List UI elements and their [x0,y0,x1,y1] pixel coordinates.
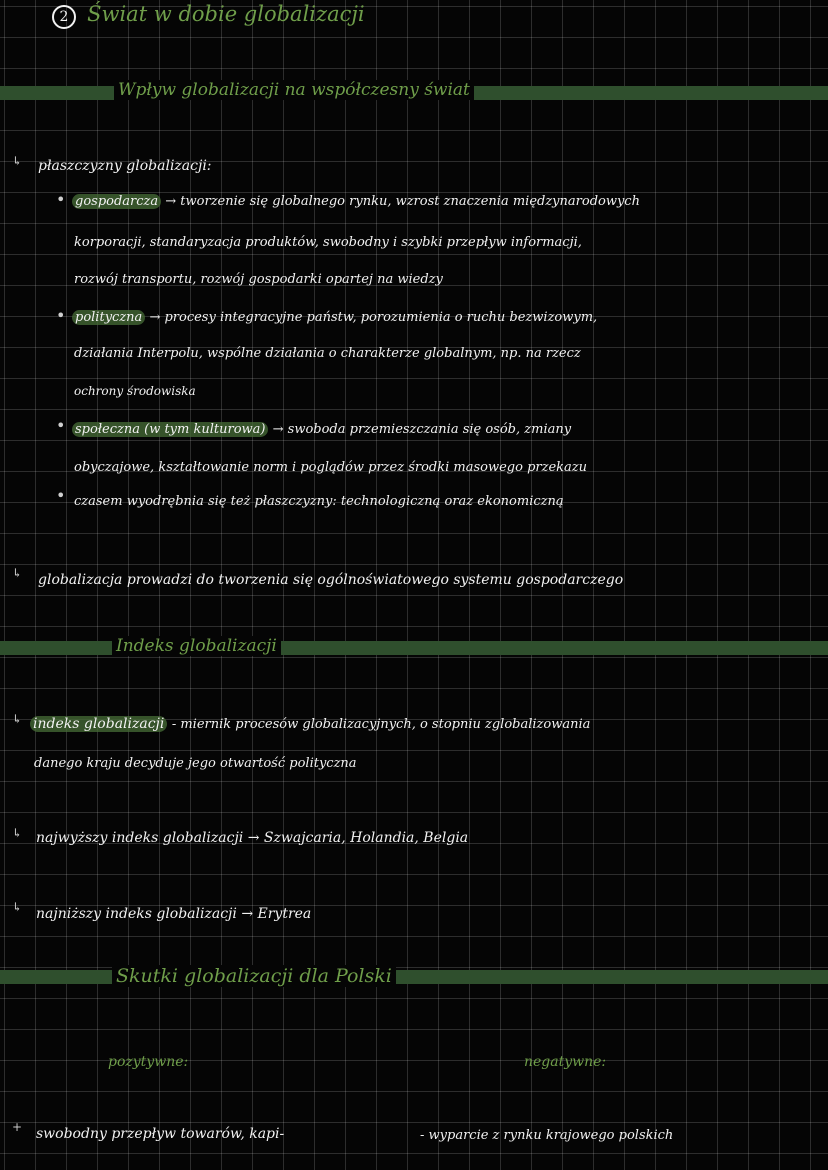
item-line: korporacji, standaryzacja produktów, swobodny i szybki przepływ informacji, [74,235,582,250]
arrow-marker-icon: ↳ [12,154,23,168]
list-item [72,422,571,437]
summary-text: globalizacja prowadzi do tworzenia się ogólnoświatowego systemu gospodarczego [38,572,624,588]
term-highlight: indeks globalizacji [30,716,167,732]
lead-text: płaszczyzny globalizacji: [38,158,212,174]
page-title: Świat w dobie globalizacji [87,2,365,26]
lowest-index-text: najniższy indeks globalizacji → Erytrea [36,906,312,922]
definition-line: danego kraju decyduje jego otwartość polityczna [34,756,357,771]
section-number: 2 [52,5,76,29]
arrow-marker-icon: ↳ [12,826,23,840]
arrow-marker-icon: ↳ [12,566,23,580]
term-highlight: gospodarcza [72,194,161,209]
item-line: działania Interpolu, wspólne działania o charakterze globalnym, np. na rzecz [74,346,581,361]
bullet-icon: • [56,306,66,325]
highest-index-text: najwyższy indeks globalizacji → Szwajcaria, Holandia, Belgia [36,830,469,846]
item-line: czasem wyodrębnia się też płaszczyzny: technologiczną oraz ekonomiczną [74,494,564,509]
item-line: obyczajowe, kształtowanie norm i poglądów przez środki masowego przekazu [74,460,588,475]
item-line: → swoboda przemieszczania się osób, zmiany [272,422,572,437]
term-highlight: społeczna (w tym kulturowa) [72,422,268,437]
definition-text [30,716,590,732]
negative-item: - wyparcie z rynku krajowego polskich [420,1128,674,1143]
plus-marker-icon: + [12,1120,23,1134]
list-item [72,194,640,209]
arrow-marker-icon: ↳ [12,712,23,726]
bullet-icon: • [56,416,66,435]
item-line: → procesy integracyjne państw, porozumienia o ruchu bezwizowym, [149,310,598,325]
bullet-icon: • [56,486,66,505]
arrow-marker-icon: ↳ [12,900,23,914]
section-title-3: Skutki globalizacji dla Polski [112,965,396,987]
item-line: ochrony środowiska [74,384,196,398]
definition-line: - miernik procesów globalizacyjnych, o stopniu zglobalizowania [171,717,591,732]
page-header [52,2,365,29]
item-line: rozwój transportu, rozwój gospodarki opartej na wiedzy [74,272,443,287]
section-title-1: Wpływ globalizacji na współczesny świat [114,80,474,100]
positive-item: swobodny przepływ towarów, kapi- [36,1126,285,1142]
section-title-2: Indeks globalizacji [112,636,281,656]
list-item [72,310,597,325]
bullet-icon: • [56,190,66,209]
negative-label: negatywne: [524,1054,607,1070]
item-line: → tworzenie się globalnego rynku, wzrost znaczenia międzynarodowych [165,194,640,209]
positive-label: pozytywne: [108,1054,189,1070]
term-highlight: polityczna [72,310,145,325]
